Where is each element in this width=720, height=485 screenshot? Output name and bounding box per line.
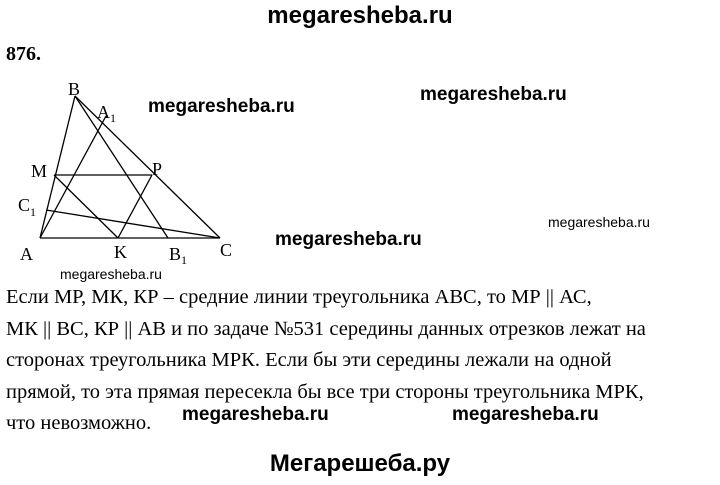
solution-line: прямой, то эта прямая пересекла бы все три стороны треугольника МРК, — [6, 380, 644, 403]
label-a1: A — [97, 102, 110, 122]
label-k: K — [114, 242, 127, 262]
label-c: C — [220, 240, 233, 260]
solution-line: что невозможно. — [6, 412, 152, 434]
watermark: megaresheba.ru — [452, 404, 599, 425]
segment-cc1 — [46, 210, 220, 238]
label-c1-sub: 1 — [30, 205, 36, 219]
watermark: megaresheba.ru — [148, 96, 295, 117]
label-a: A — [20, 244, 33, 264]
label-p: P — [152, 159, 163, 179]
label-c1: C — [18, 195, 31, 215]
label-a1-sub: 1 — [110, 111, 116, 125]
top-watermark: megaresheba.ru — [267, 2, 453, 29]
label-m: M — [31, 161, 48, 181]
midline-mk — [54, 175, 118, 238]
solution-text — [6, 282, 714, 440]
solution-line: МК || ВС, КР || АВ и по задаче №531 середины данных отрезков лежат на — [6, 317, 646, 340]
segment-aa1 — [40, 116, 106, 238]
watermark: megaresheba.ru — [60, 266, 162, 282]
solution-line: Если МР, МК, КР – средние линии треугольника АВС, то МР || АС, — [6, 286, 592, 308]
label-b1-sub: 1 — [181, 253, 187, 267]
watermark: megaresheba.ru — [275, 229, 422, 250]
watermark: megaresheba.ru — [182, 404, 329, 425]
label-b1: B — [169, 244, 182, 264]
watermark: megaresheba.ru — [548, 214, 650, 230]
footer-brand: Мегарешеба.ру — [269, 450, 451, 477]
watermark: megaresheba.ru — [420, 84, 567, 105]
problem-number: 876. — [6, 43, 41, 65]
solution-line: сторонах треугольника МРК. Если бы эти середины лежали на одной — [6, 349, 612, 371]
label-b: B — [68, 79, 81, 99]
